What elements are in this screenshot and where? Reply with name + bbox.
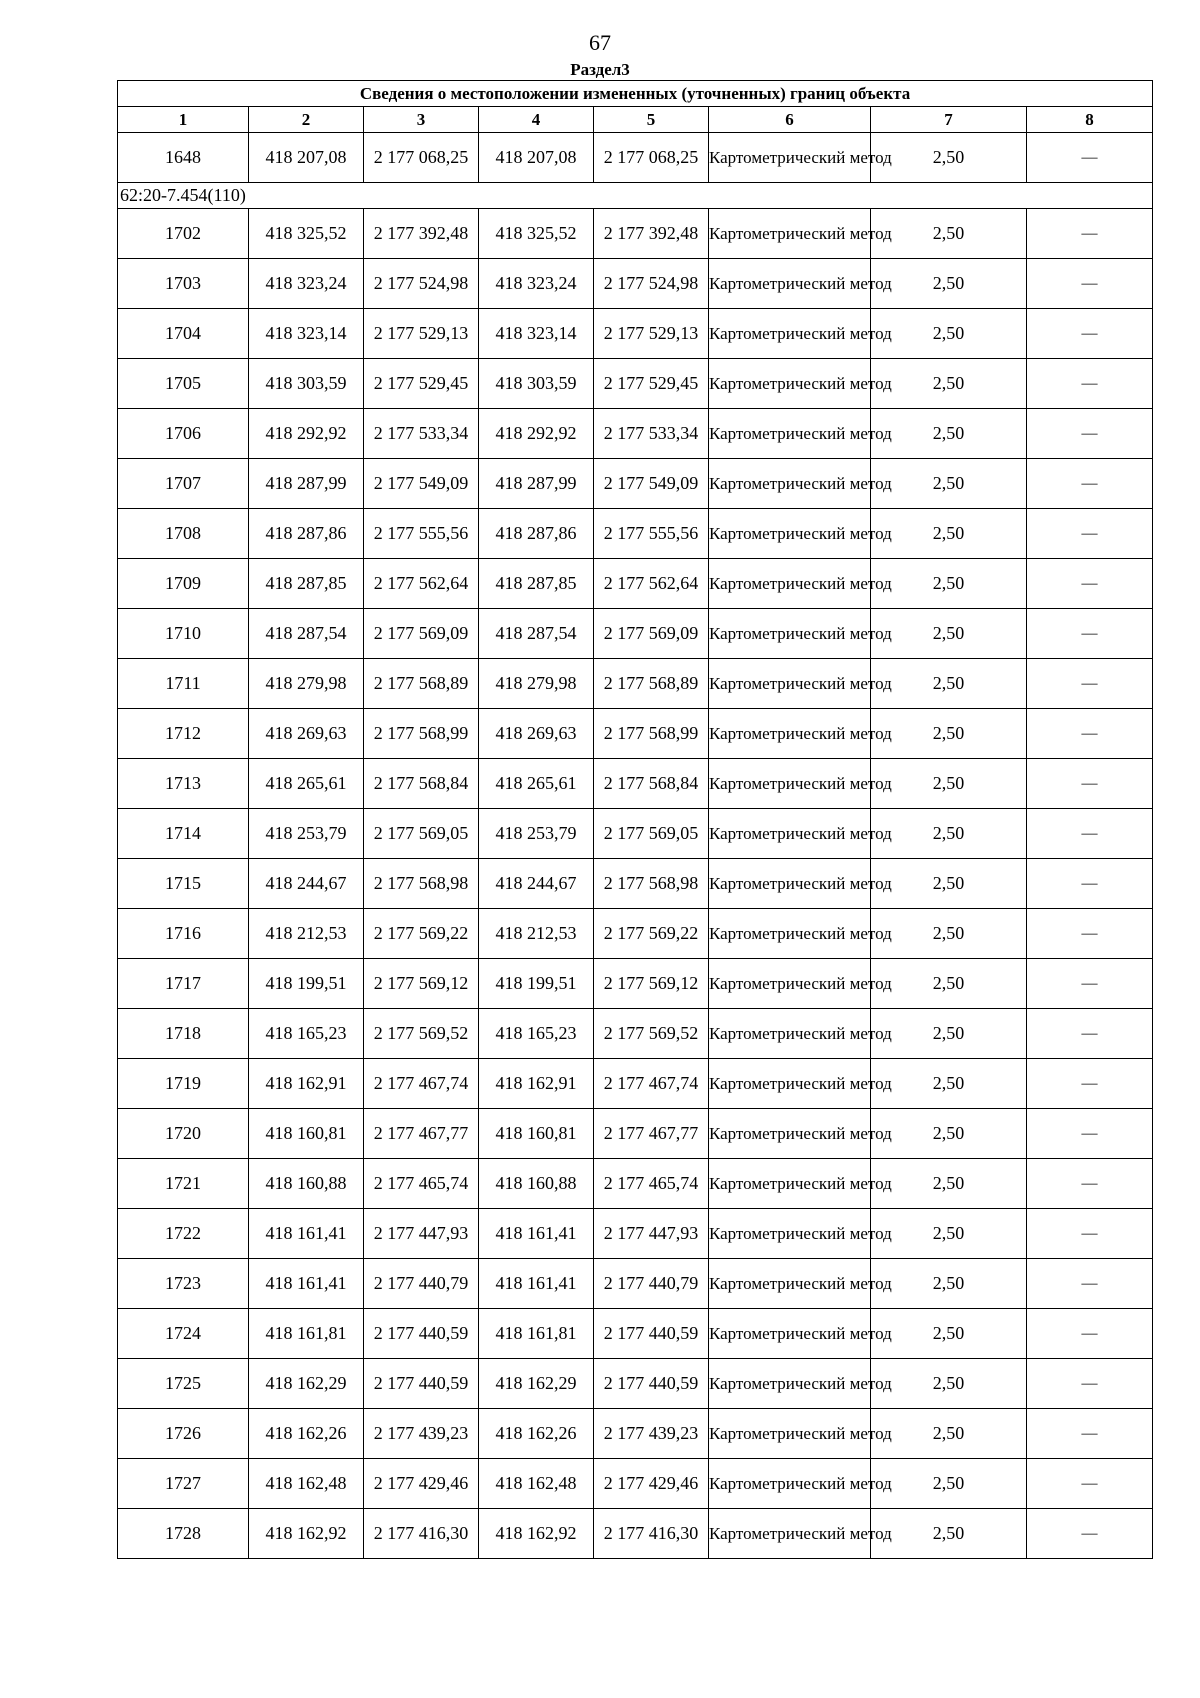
coord-y-new: 2 177 569,05 <box>594 809 709 859</box>
coord-y-new: 2 177 549,09 <box>594 459 709 509</box>
note-cell: — <box>1027 909 1153 959</box>
point-number: 1721 <box>118 1159 249 1209</box>
table-row <box>118 1209 1153 1259</box>
point-number: 1718 <box>118 1009 249 1059</box>
coord-x-existing: 418 292,92 <box>249 409 364 459</box>
coord-x-new: 418 253,79 <box>479 809 594 859</box>
coord-y-existing: 2 177 569,22 <box>364 909 479 959</box>
accuracy-cell: 2,50 <box>871 309 1027 359</box>
note-cell: — <box>1027 209 1153 259</box>
note-cell: — <box>1027 859 1153 909</box>
coord-y-existing: 2 177 569,09 <box>364 609 479 659</box>
table-row <box>118 1459 1153 1509</box>
coord-x-new: 418 162,29 <box>479 1359 594 1409</box>
coord-y-new: 2 177 429,46 <box>594 1459 709 1509</box>
accuracy-cell: 2,50 <box>871 1509 1027 1559</box>
accuracy-cell: 2,50 <box>871 559 1027 609</box>
point-number: 1726 <box>118 1409 249 1459</box>
table-row <box>118 209 1153 259</box>
coord-x-existing: 418 161,41 <box>249 1209 364 1259</box>
table-row <box>118 1409 1153 1459</box>
coord-y-new: 2 177 465,74 <box>594 1159 709 1209</box>
method-cell: Картометрический метод <box>709 359 871 409</box>
method-cell: Картометрический метод <box>709 859 871 909</box>
coord-y-existing: 2 177 467,77 <box>364 1109 479 1159</box>
point-number: 1717 <box>118 959 249 1009</box>
accuracy-cell: 2,50 <box>871 133 1027 183</box>
coord-x-new: 418 199,51 <box>479 959 594 1009</box>
table-row <box>118 509 1153 559</box>
table-row <box>118 1059 1153 1109</box>
coord-y-new: 2 177 467,74 <box>594 1059 709 1109</box>
point-number: 1728 <box>118 1509 249 1559</box>
coord-y-new: 2 177 555,56 <box>594 509 709 559</box>
coord-y-existing: 2 177 569,52 <box>364 1009 479 1059</box>
coord-x-new: 418 162,91 <box>479 1059 594 1109</box>
note-cell: — <box>1027 1059 1153 1109</box>
coord-x-existing: 418 162,29 <box>249 1359 364 1409</box>
column-number: 3 <box>364 107 479 133</box>
coord-y-existing: 2 177 569,05 <box>364 809 479 859</box>
coord-x-new: 418 207,08 <box>479 133 594 183</box>
coord-y-new: 2 177 533,34 <box>594 409 709 459</box>
method-cell: Картометрический метод <box>709 809 871 859</box>
point-number: 1719 <box>118 1059 249 1109</box>
coord-x-new: 418 292,92 <box>479 409 594 459</box>
coord-x-new: 418 244,67 <box>479 859 594 909</box>
table-row <box>118 133 1153 183</box>
column-number: 7 <box>871 107 1027 133</box>
accuracy-cell: 2,50 <box>871 1109 1027 1159</box>
coord-y-existing: 2 177 568,84 <box>364 759 479 809</box>
accuracy-cell: 2,50 <box>871 1009 1027 1059</box>
point-number: 1720 <box>118 1109 249 1159</box>
note-cell: — <box>1027 459 1153 509</box>
coord-y-existing: 2 177 440,59 <box>364 1309 479 1359</box>
point-number: 1702 <box>118 209 249 259</box>
coord-x-new: 418 325,52 <box>479 209 594 259</box>
coord-x-existing: 418 279,98 <box>249 659 364 709</box>
coord-y-existing: 2 177 549,09 <box>364 459 479 509</box>
note-cell: — <box>1027 359 1153 409</box>
coord-x-new: 418 303,59 <box>479 359 594 409</box>
point-number: 1705 <box>118 359 249 409</box>
column-number: 1 <box>118 107 249 133</box>
method-cell: Картометрический метод <box>709 309 871 359</box>
coord-y-new: 2 177 440,79 <box>594 1259 709 1309</box>
coord-y-new: 2 177 440,59 <box>594 1309 709 1359</box>
point-number: 1704 <box>118 309 249 359</box>
coord-x-new: 418 323,14 <box>479 309 594 359</box>
note-cell: — <box>1027 1359 1153 1409</box>
coord-y-new: 2 177 416,30 <box>594 1509 709 1559</box>
coord-y-existing: 2 177 568,99 <box>364 709 479 759</box>
accuracy-cell: 2,50 <box>871 1159 1027 1209</box>
point-number: 1725 <box>118 1359 249 1409</box>
accuracy-cell: 2,50 <box>871 409 1027 459</box>
coord-y-new: 2 177 447,93 <box>594 1209 709 1259</box>
coord-y-new: 2 177 568,98 <box>594 859 709 909</box>
coord-y-existing: 2 177 524,98 <box>364 259 479 309</box>
table-row <box>118 559 1153 609</box>
coord-x-new: 418 212,53 <box>479 909 594 959</box>
method-cell: Картометрический метод <box>709 559 871 609</box>
method-cell: Картометрический метод <box>709 1209 871 1259</box>
note-cell: — <box>1027 1259 1153 1309</box>
table-row <box>118 359 1153 409</box>
column-number: 5 <box>594 107 709 133</box>
coord-y-new: 2 177 568,89 <box>594 659 709 709</box>
coord-x-existing: 418 207,08 <box>249 133 364 183</box>
point-number: 1712 <box>118 709 249 759</box>
point-number: 1709 <box>118 559 249 609</box>
coord-x-new: 418 269,63 <box>479 709 594 759</box>
coord-x-existing: 418 323,14 <box>249 309 364 359</box>
coord-x-new: 418 161,81 <box>479 1309 594 1359</box>
method-cell: Картометрический метод <box>709 759 871 809</box>
method-cell: Картометрический метод <box>709 609 871 659</box>
coord-y-existing: 2 177 569,12 <box>364 959 479 1009</box>
accuracy-cell: 2,50 <box>871 1059 1027 1109</box>
coord-y-new: 2 177 562,64 <box>594 559 709 609</box>
table-row <box>118 1259 1153 1309</box>
point-number: 1703 <box>118 259 249 309</box>
note-cell: — <box>1027 509 1153 559</box>
accuracy-cell: 2,50 <box>871 759 1027 809</box>
table-row <box>118 1109 1153 1159</box>
table-row <box>118 759 1153 809</box>
accuracy-cell: 2,50 <box>871 609 1027 659</box>
method-cell: Картометрический метод <box>709 409 871 459</box>
coord-x-existing: 418 253,79 <box>249 809 364 859</box>
coord-y-existing: 2 177 440,79 <box>364 1259 479 1309</box>
coord-x-new: 418 162,92 <box>479 1509 594 1559</box>
accuracy-cell: 2,50 <box>871 1359 1027 1409</box>
method-cell: Картометрический метод <box>709 1059 871 1109</box>
table-row <box>118 1509 1153 1559</box>
method-cell: Картометрический метод <box>709 1009 871 1059</box>
method-cell: Картометрический метод <box>709 1359 871 1409</box>
column-number: 4 <box>479 107 594 133</box>
point-number: 1722 <box>118 1209 249 1259</box>
coord-x-existing: 418 165,23 <box>249 1009 364 1059</box>
coord-y-existing: 2 177 068,25 <box>364 133 479 183</box>
coord-y-new: 2 177 529,45 <box>594 359 709 409</box>
accuracy-cell: 2,50 <box>871 659 1027 709</box>
coord-x-new: 418 287,54 <box>479 609 594 659</box>
point-number: 1724 <box>118 1309 249 1359</box>
coord-y-existing: 2 177 568,98 <box>364 859 479 909</box>
column-number: 6 <box>709 107 871 133</box>
accuracy-cell: 2,50 <box>871 259 1027 309</box>
accuracy-cell: 2,50 <box>871 1259 1027 1309</box>
coord-x-existing: 418 161,41 <box>249 1259 364 1309</box>
table-caption: Сведения о местоположении измененных (уточненных) границ объекта <box>118 81 1153 107</box>
coord-x-existing: 418 212,53 <box>249 909 364 959</box>
coord-y-existing: 2 177 465,74 <box>364 1159 479 1209</box>
column-number: 2 <box>249 107 364 133</box>
note-cell: — <box>1027 1209 1153 1259</box>
coord-x-existing: 418 199,51 <box>249 959 364 1009</box>
note-cell: — <box>1027 1459 1153 1509</box>
coord-y-existing: 2 177 416,30 <box>364 1509 479 1559</box>
table-row <box>118 409 1153 459</box>
coord-x-new: 418 160,88 <box>479 1159 594 1209</box>
accuracy-cell: 2,50 <box>871 459 1027 509</box>
method-cell: Картометрический метод <box>709 959 871 1009</box>
table-row <box>118 859 1153 909</box>
coord-x-new: 418 162,26 <box>479 1409 594 1459</box>
point-number: 1648 <box>118 133 249 183</box>
table-row <box>118 909 1153 959</box>
coord-x-existing: 418 287,86 <box>249 509 364 559</box>
note-cell: — <box>1027 809 1153 859</box>
note-cell: — <box>1027 309 1153 359</box>
coord-x-new: 418 287,99 <box>479 459 594 509</box>
table-row <box>118 809 1153 859</box>
coord-y-existing: 2 177 529,13 <box>364 309 479 359</box>
method-cell: Картометрический метод <box>709 1309 871 1359</box>
point-number: 1713 <box>118 759 249 809</box>
coord-x-new: 418 165,23 <box>479 1009 594 1059</box>
coord-x-new: 418 160,81 <box>479 1109 594 1159</box>
point-number: 1716 <box>118 909 249 959</box>
coord-y-existing: 2 177 392,48 <box>364 209 479 259</box>
table-row <box>118 1359 1153 1409</box>
method-cell: Картометрический метод <box>709 1509 871 1559</box>
accuracy-cell: 2,50 <box>871 209 1027 259</box>
accuracy-cell: 2,50 <box>871 959 1027 1009</box>
coord-x-new: 418 279,98 <box>479 659 594 709</box>
accuracy-cell: 2,50 <box>871 809 1027 859</box>
point-number: 1711 <box>118 659 249 709</box>
note-cell: — <box>1027 409 1153 459</box>
note-cell: — <box>1027 759 1153 809</box>
note-cell: — <box>1027 1409 1153 1459</box>
point-number: 1706 <box>118 409 249 459</box>
coord-y-new: 2 177 467,77 <box>594 1109 709 1159</box>
point-number: 1714 <box>118 809 249 859</box>
coord-y-new: 2 177 568,99 <box>594 709 709 759</box>
coord-y-existing: 2 177 562,64 <box>364 559 479 609</box>
coord-x-existing: 418 323,24 <box>249 259 364 309</box>
point-number: 1710 <box>118 609 249 659</box>
section-title: Раздел3 <box>570 60 630 79</box>
coord-y-new: 2 177 068,25 <box>594 133 709 183</box>
method-cell: Картометрический метод <box>709 509 871 559</box>
method-cell: Картометрический метод <box>709 1409 871 1459</box>
boundary-table <box>117 80 1153 1559</box>
method-cell: Картометрический метод <box>709 909 871 959</box>
method-cell: Картометрический метод <box>709 1109 871 1159</box>
coord-y-new: 2 177 569,12 <box>594 959 709 1009</box>
note-cell: — <box>1027 1159 1153 1209</box>
point-number: 1723 <box>118 1259 249 1309</box>
coord-x-new: 418 323,24 <box>479 259 594 309</box>
coord-y-new: 2 177 440,59 <box>594 1359 709 1409</box>
point-number: 1707 <box>118 459 249 509</box>
coord-x-existing: 418 287,54 <box>249 609 364 659</box>
coord-x-new: 418 287,85 <box>479 559 594 609</box>
coord-y-new: 2 177 569,52 <box>594 1009 709 1059</box>
coord-y-new: 2 177 392,48 <box>594 209 709 259</box>
accuracy-cell: 2,50 <box>871 509 1027 559</box>
table-row <box>118 1309 1153 1359</box>
coord-x-existing: 418 244,67 <box>249 859 364 909</box>
coord-x-existing: 418 162,92 <box>249 1509 364 1559</box>
coord-x-existing: 418 162,48 <box>249 1459 364 1509</box>
coord-y-existing: 2 177 447,93 <box>364 1209 479 1259</box>
table-caption-row <box>118 81 1153 107</box>
coord-x-existing: 418 162,91 <box>249 1059 364 1109</box>
accuracy-cell: 2,50 <box>871 909 1027 959</box>
accuracy-cell: 2,50 <box>871 709 1027 759</box>
coord-y-existing: 2 177 533,34 <box>364 409 479 459</box>
method-cell: Картометрический метод <box>709 133 871 183</box>
table-row <box>118 1159 1153 1209</box>
coord-x-existing: 418 269,63 <box>249 709 364 759</box>
column-number: 8 <box>1027 107 1153 133</box>
method-cell: Картометрический метод <box>709 1159 871 1209</box>
table-row <box>118 959 1153 1009</box>
method-cell: Картометрический метод <box>709 1459 871 1509</box>
method-cell: Картометрический метод <box>709 259 871 309</box>
column-number-row <box>118 107 1153 133</box>
method-cell: Картометрический метод <box>709 659 871 709</box>
method-cell: Картометрический метод <box>709 709 871 759</box>
group-label: 62:20-7.454(110) <box>118 183 1153 209</box>
note-cell: — <box>1027 1509 1153 1559</box>
coord-x-existing: 418 325,52 <box>249 209 364 259</box>
coord-x-new: 418 265,61 <box>479 759 594 809</box>
note-cell: — <box>1027 959 1153 1009</box>
note-cell: — <box>1027 133 1153 183</box>
coord-y-existing: 2 177 555,56 <box>364 509 479 559</box>
coord-x-new: 418 161,41 <box>479 1209 594 1259</box>
table-row <box>118 709 1153 759</box>
note-cell: — <box>1027 259 1153 309</box>
method-cell: Картометрический метод <box>709 209 871 259</box>
coord-x-existing: 418 160,88 <box>249 1159 364 1209</box>
coord-y-existing: 2 177 429,46 <box>364 1459 479 1509</box>
coord-x-existing: 418 287,85 <box>249 559 364 609</box>
table-row <box>118 259 1153 309</box>
table-row <box>118 1009 1153 1059</box>
note-cell: — <box>1027 1309 1153 1359</box>
accuracy-cell: 2,50 <box>871 1459 1027 1509</box>
note-cell: — <box>1027 609 1153 659</box>
accuracy-cell: 2,50 <box>871 859 1027 909</box>
note-cell: — <box>1027 659 1153 709</box>
note-cell: — <box>1027 559 1153 609</box>
coord-x-new: 418 287,86 <box>479 509 594 559</box>
table-row <box>118 659 1153 709</box>
point-number: 1727 <box>118 1459 249 1509</box>
method-cell: Картометрический метод <box>709 1259 871 1309</box>
note-cell: — <box>1027 1009 1153 1059</box>
coord-y-new: 2 177 529,13 <box>594 309 709 359</box>
point-number: 1715 <box>118 859 249 909</box>
table-row <box>118 459 1153 509</box>
accuracy-cell: 2,50 <box>871 1209 1027 1259</box>
accuracy-cell: 2,50 <box>871 1409 1027 1459</box>
table-row <box>118 609 1153 659</box>
coord-x-existing: 418 287,99 <box>249 459 364 509</box>
coord-x-existing: 418 265,61 <box>249 759 364 809</box>
table-row <box>118 309 1153 359</box>
coord-x-existing: 418 161,81 <box>249 1309 364 1359</box>
coord-y-new: 2 177 569,22 <box>594 909 709 959</box>
coord-x-existing: 418 162,26 <box>249 1409 364 1459</box>
coord-y-existing: 2 177 568,89 <box>364 659 479 709</box>
coord-x-new: 418 162,48 <box>479 1459 594 1509</box>
method-cell: Картометрический метод <box>709 459 871 509</box>
coord-y-new: 2 177 568,84 <box>594 759 709 809</box>
point-number: 1708 <box>118 509 249 559</box>
coord-x-new: 418 161,41 <box>479 1259 594 1309</box>
group-row <box>118 183 1153 209</box>
coord-x-existing: 418 303,59 <box>249 359 364 409</box>
coord-y-new: 2 177 569,09 <box>594 609 709 659</box>
accuracy-cell: 2,50 <box>871 359 1027 409</box>
page-number: 67 <box>589 30 611 55</box>
accuracy-cell: 2,50 <box>871 1309 1027 1359</box>
note-cell: — <box>1027 1109 1153 1159</box>
coord-y-new: 2 177 524,98 <box>594 259 709 309</box>
coord-y-existing: 2 177 440,59 <box>364 1359 479 1409</box>
coord-x-existing: 418 160,81 <box>249 1109 364 1159</box>
note-cell: — <box>1027 709 1153 759</box>
coord-y-existing: 2 177 467,74 <box>364 1059 479 1109</box>
coord-y-new: 2 177 439,23 <box>594 1409 709 1459</box>
coord-y-existing: 2 177 439,23 <box>364 1409 479 1459</box>
coord-y-existing: 2 177 529,45 <box>364 359 479 409</box>
